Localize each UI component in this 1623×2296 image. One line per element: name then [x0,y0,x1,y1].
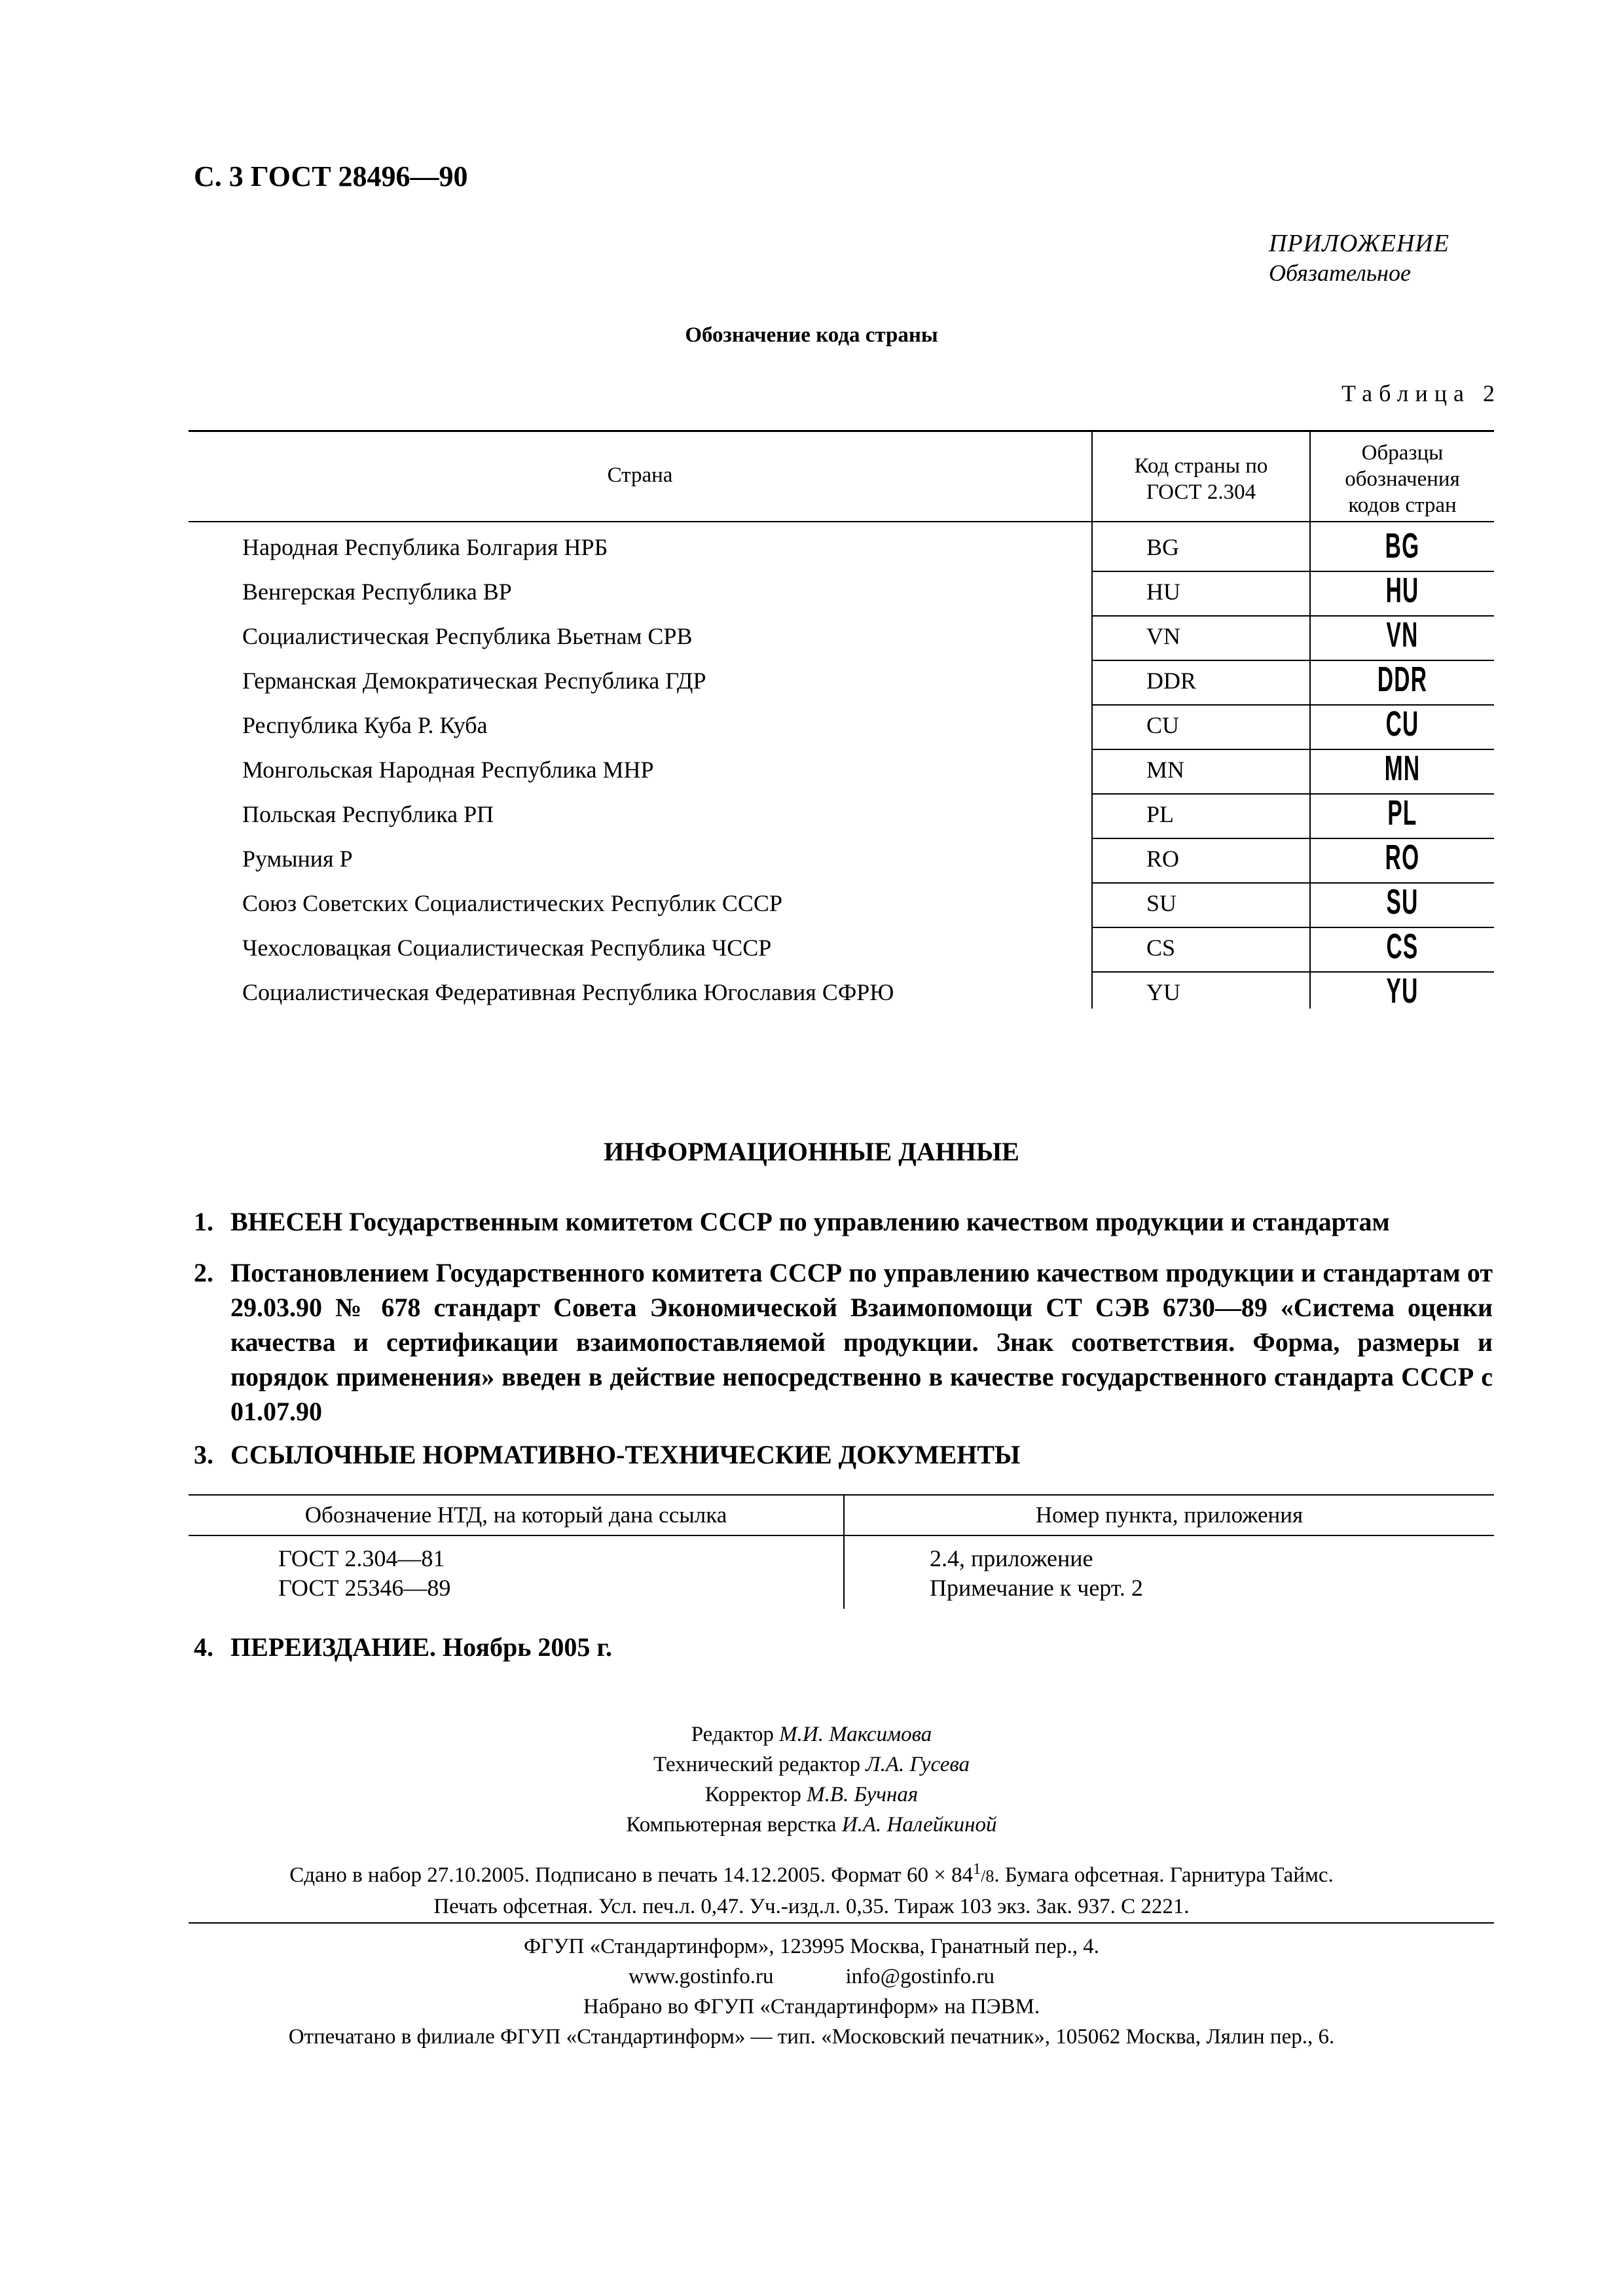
table-row-country: Социалистическая Федеративная Республика Югославия СФРЮ [242,979,894,1005]
info-item-3 [194,1437,1493,1472]
table-row-sample-mark: SU [1386,882,1419,922]
table-title: Обозначение кода страны [685,323,938,347]
ref-doc: ГОСТ 2.304—81 [278,1545,445,1571]
appendix-status: Обязательное [1269,260,1411,286]
table-row-country: Союз Советских Социалистических Республик СССР [242,890,782,916]
table-row-sample-mark: VN [1386,615,1419,655]
table-row-country: Румыния Р [242,846,353,872]
publisher-line: ФГУП «Стандартинформ», 123995 Москва, Гранатный пер., 4. [524,1935,1099,1958]
table-row-sample-mark: HU [1385,571,1419,610]
table-row-country: Венгерская Республика ВР [242,579,512,605]
table-row-sample-mark: BG [1385,526,1420,565]
publisher-info [0,1931,1623,2052]
item-number: 3. [194,1440,213,1469]
staff-role: Компьютерная верстка [626,1813,837,1837]
appendix-label: ПРИЛОЖЕНИЕ [1269,230,1450,257]
staff-name: М.В. Бучная [807,1783,919,1806]
table-row-code: BG [1146,534,1180,560]
table-row-sample-mark: CU [1385,704,1419,744]
table-header-rule [189,521,1494,522]
print-info [0,1854,1623,1922]
publisher-line: Набрано во ФГУП «Стандартинформ» на ПЭВМ. [583,1995,1040,2018]
table-row-code: DDR [1146,668,1197,694]
staff-credits [0,1719,1623,1840]
table-row-country: Монгольская Народная Республика МНР [242,757,654,783]
table-row-country: Чехословацкая Социалистическая Республика ЧССР [242,935,772,961]
table-row-code: RO [1146,846,1180,872]
item-text: ВНЕСЕН Государственным комитетом СССР по управлению качеством продукции и стандартам [230,1207,1390,1236]
item-number: 1. [194,1207,213,1236]
print-text: Сдано в набор 27.10.2005. Подписано в печать 14.12.2005. Формат 60 × 84 [289,1863,974,1887]
staff-role: Корректор [704,1783,801,1806]
table-row-code: HU [1146,579,1180,605]
column-header-country: Страна [607,463,673,487]
table-row-code: CS [1146,935,1176,961]
table-row-code: PL [1146,801,1175,827]
header-line: обозначения [1345,467,1460,491]
refs-header-doc: Обозначение НТД, на который дана ссылка [304,1502,727,1528]
table-row-code: MN [1146,757,1185,783]
table-row-country: Польская Республика РП [242,801,494,827]
header-line: кодов стран [1348,493,1457,517]
ref-clause: 2.4, приложение [930,1545,1093,1571]
item-number: 2. [194,1258,213,1287]
ref-clause: Примечание к черт. 2 [930,1575,1143,1601]
item-text: ССЫЛОЧНЫЕ НОРМАТИВНО-ТЕХНИЧЕСКИЕ ДОКУМЕНТЫ [230,1440,1021,1469]
refs-header-rule [189,1535,1494,1536]
table-row-code: SU [1146,890,1177,916]
print-info-line [0,1854,1623,1892]
print-text: . Бумага офсетная. Гарнитура Таймс. [994,1863,1334,1887]
item-number: 4. [194,1632,213,1662]
info-item-2 [194,1255,1493,1429]
item-text: Постановлением Государственного комитета СССР по управлению качеством продукции и стандартам от 29.03.90 № 678 стандарт Совета Экономической Взаимопомощи СТ СЭВ 6730—89 «Система оценки качества и сертификации взаимопоставляемой продукции. Знак соответствия. Форма, размеры и порядок применения» введен в действие непосредственно в качестве государственного стандарта СССР с 01.07.90 [230,1258,1493,1426]
column-header-sample [1311,440,1494,518]
table-row-country: Социалистическая Республика Вьетнам СРВ [242,623,693,649]
staff-line [0,1810,1623,1840]
table-row-country: Германская Демократическая Республика ГДР [242,668,706,694]
publisher-line: Отпечатано в филиале ФГУП «Стандартинформ» — тип. «Московский печатник», 105062 Москва, Лялин пер., 6. [288,2025,1335,2049]
staff-line [0,1780,1623,1810]
header-line: Образцы [1361,441,1444,465]
staff-role: Технический редактор [653,1753,860,1776]
item-text: ПЕРЕИЗДАНИЕ. Ноябрь 2005 г. [230,1632,613,1662]
page-header: С. 3 ГОСТ 28496—90 [194,160,468,192]
table-top-rule [189,430,1494,432]
table-row-country: Народная Республика Болгария НРБ [242,534,608,560]
ref-doc: ГОСТ 25346—89 [278,1575,451,1601]
table-row-sample-mark: DDR [1377,660,1428,699]
staff-name: И.А. Налейкиной [841,1813,997,1837]
staff-role: Редактор [691,1723,774,1746]
footer-rule [189,1922,1494,1924]
table-row-sample-mark: PL [1387,793,1417,833]
staff-line [0,1749,1623,1780]
format-fraction: /8 [981,1867,994,1886]
table-row-sample-mark: YU [1386,971,1419,1011]
refs-header-clause: Номер пункта, приложения [1035,1502,1304,1528]
publisher-contacts [0,1962,1623,1992]
header-line: ГОСТ 2.304 [1146,480,1256,504]
table-row-code: YU [1146,979,1180,1005]
table-row-sample-mark: RO [1385,838,1420,877]
info-item-1 [194,1204,1493,1239]
format-superscript: 1 [973,1861,981,1878]
info-section-title: ИНФОРМАЦИОННЫЕ ДАННЫЕ [604,1137,1019,1166]
info-item-4 [194,1630,1493,1664]
header-line: Код страны по [1134,454,1268,478]
table-row-country: Республика Куба Р. Куба [242,712,488,738]
column-header-code [1093,453,1309,505]
publisher-website-link[interactable]: www.gostinfo.ru [629,1965,774,1988]
staff-line [0,1719,1623,1749]
table-row-code: VN [1146,623,1180,649]
publisher-email-link[interactable]: info@gostinfo.ru [845,1965,994,1988]
staff-name: Л.А. Гусева [866,1753,970,1776]
table-row-sample-mark: MN [1384,749,1421,788]
print-info-line: Печать офсетная. Усл. печ.л. 0,47. Уч.-изд.л. 0,35. Тираж 103 экз. Зак. 937. С 2221. [433,1895,1190,1918]
table-row-code: CU [1146,712,1180,738]
staff-name: М.И. Максимова [779,1723,932,1746]
table-number: Таблица 2 [1341,380,1501,406]
refs-top-rule [189,1494,1494,1496]
table-row-sample-mark: CS [1386,927,1419,966]
